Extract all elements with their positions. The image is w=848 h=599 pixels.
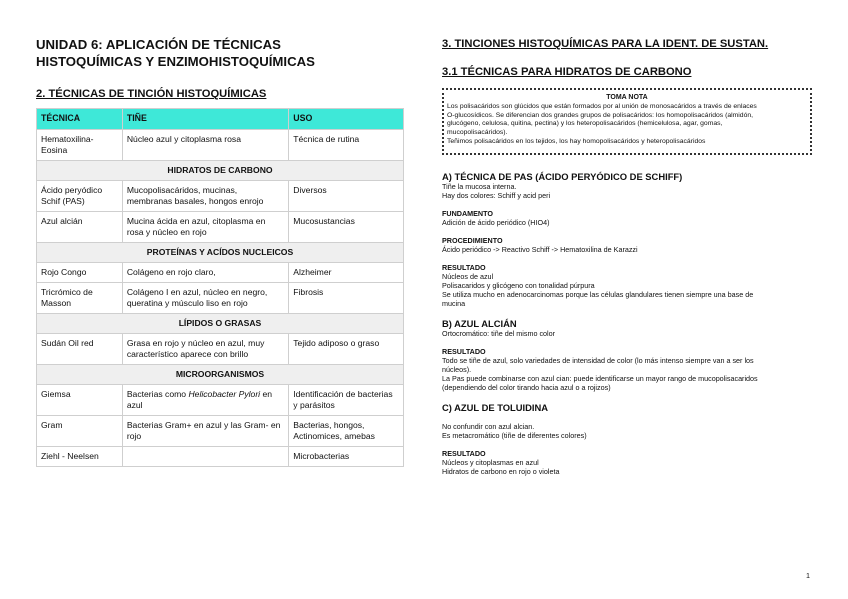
text-line: Núcleos y citoplasmas en azul (442, 457, 539, 467)
unit-title (36, 36, 404, 70)
text-line: Se utiliza mucho en adenocarcinomas porque las células glandulares tienen siempre una base de (442, 289, 754, 299)
unit-title-line1: UNIDAD 6: APLICACIÓN DE TÉCNICAS (36, 37, 281, 52)
category-row-lipidos (37, 314, 404, 334)
note-line: Los polisacáridos son glúcidos que están formados por al unión de monosacáridos a través de enlaces (447, 102, 757, 110)
pas-fundamento-label: FUNDAMENTO (442, 208, 493, 218)
text-line: Tiñe la mucosa interna. (442, 181, 517, 191)
table-row (37, 263, 404, 283)
table-row (37, 283, 404, 314)
pas-intro (442, 182, 812, 200)
cell-tine: Colágeno en rojo claro, (122, 263, 288, 283)
text-line: Todo se tiñe de azul, solo variedades de intensidad de color (lo más intenso siempre van a ser los (442, 355, 754, 365)
text-line: Es metacromático (tiñe de diferentes colores) (442, 430, 587, 440)
text-line: Hidratos de carbono en rojo o violeta (442, 466, 560, 476)
cell-tine: Colágeno I en azul, núcleo en negro, queratina y músculo liso en rojo (122, 283, 288, 314)
cell-tine: Bacterias Gram+ en azul y las Gram- en rojo (122, 416, 288, 447)
cell-tecnica: Giemsa (37, 385, 123, 416)
cell-uso: Mucosustancias (289, 212, 404, 243)
cell-tecnica: Hematoxilina-Eosina (37, 130, 123, 161)
header-tecnica: TÉCNICA (37, 109, 123, 130)
cell-tecnica: Ácido peryódico Schif (PAS) (37, 181, 123, 212)
alcian-resultado (442, 356, 812, 392)
text-line: No confundir con azul alcian. (442, 421, 535, 431)
text-line: (dependiendo del color tirando hacia azul o a rojizos) (442, 382, 611, 392)
text-line: La Pas puede combinarse con azul cian: puede identificarse un mayor rango de mucopolisacaridos (442, 373, 758, 383)
table-header-row (37, 109, 404, 130)
toluidina-resultado (442, 458, 812, 476)
cell-uso: Técnica de rutina (289, 130, 404, 161)
pas-procedimiento-text: Ácido periódico -> Reactivo Schiff -> Hematoxilina de Karazzi (442, 244, 638, 254)
category-label: MICROORGANISMOS (37, 365, 404, 385)
cell-tine: Mucina ácida en azul, citoplasma en rosa y núcleo en rojo (122, 212, 288, 243)
table-row (37, 130, 404, 161)
text-line: Polisacaridos y glicógeno con tonalidad púrpura (442, 280, 595, 290)
note-line: Teñimos polisacáridos en los tejidos, los hay homopolisacáridos y heteropolisacáridos (447, 137, 706, 145)
note-title: TOMA NOTA (606, 94, 648, 101)
unit-title-line2: HISTOQUÍMICAS Y ENZIMOHISTOQUÍMICAS (36, 54, 315, 69)
heading-hidratos: 3.1 TÉCNICAS PARA HIDRATOS DE CARBONO (442, 66, 692, 78)
note-box (442, 88, 812, 155)
staining-table (36, 108, 404, 467)
cell-uso: Tejido adiposo o graso (289, 334, 404, 365)
text-line: núcleos). (442, 364, 472, 374)
table-row (37, 416, 404, 447)
cell-uso: Diversos (289, 181, 404, 212)
cell-uso: Identificación de bacterias y parásitos (289, 385, 404, 416)
cell-tine (122, 385, 288, 416)
cell-tine-italic: Helicobacter Pylori (188, 389, 261, 399)
page-number: 1 (806, 571, 810, 580)
category-label: LÍPIDOS O GRASAS (37, 314, 404, 334)
table-row (37, 334, 404, 365)
cell-tecnica: Sudán Oil red (37, 334, 123, 365)
toluidina-resultado-label: RESULTADO (442, 448, 486, 458)
cell-uso: Fibrosis (289, 283, 404, 314)
category-row-micro (37, 365, 404, 385)
toluidina-intro (442, 422, 812, 440)
cell-tecnica: Tricrómico de Masson (37, 283, 123, 314)
right-column (442, 36, 812, 476)
cell-tine-pre: Bacterias como (126, 389, 189, 399)
table-row (37, 447, 404, 467)
header-uso: USO (289, 109, 404, 130)
table-row (37, 385, 404, 416)
cell-uso: Microbacterias (289, 447, 404, 467)
pas-resultado (442, 272, 812, 308)
note-line: mucopolisacáridos). (447, 129, 508, 137)
note-line: glucógeno, celulosa, quitina, pectina) y los heteropolisacáridos (hemicelulosa, agar, gomas, (447, 120, 723, 128)
cell-uso: Alzheimer (289, 263, 404, 283)
alcian-resultado-label: RESULTADO (442, 346, 486, 356)
category-row-proteinas (37, 243, 404, 263)
pas-procedimiento-label: PROCEDIMIENTO (442, 235, 503, 245)
category-label: PROTEÍNAS Y ACÍDOS NUCLEICOS (37, 243, 404, 263)
cell-tecnica: Ziehl - Neelsen (37, 447, 123, 467)
cell-tine: Mucopolisacáridos, mucinas, membranas basales, hongos enrojo (122, 181, 288, 212)
note-line: O-glucosídicos. Se diferencian dos grandes grupos de polisacáridos: los homopolisacáridos (almidón, (447, 111, 754, 119)
cell-tecnica: Rojo Congo (37, 263, 123, 283)
cell-tecnica: Gram (37, 416, 123, 447)
category-label: HIDRATOS DE CARBONO (37, 161, 404, 181)
pas-fundamento-text: Adición de ácido periódico (HIO4) (442, 217, 550, 227)
pas-resultado-label: RESULTADO (442, 262, 486, 272)
text-line: mucina (442, 298, 466, 308)
heading-alcian: B) AZUL ALCIÁN (442, 317, 517, 329)
text-line: Hay dos colores: Schiff y acid peri (442, 190, 551, 200)
cell-tecnica: Azul alcián (37, 212, 123, 243)
category-row-hidratos (37, 161, 404, 181)
cell-tine (122, 447, 288, 467)
left-column (36, 36, 404, 467)
heading-tinciones: 3. TINCIONES HISTOQUÍMICAS PARA LA IDENT. DE SUSTAN. (442, 38, 769, 50)
header-tine: TIÑE (122, 109, 288, 130)
section-heading-tecnicas: 2. TÉCNICAS DE TINCIÓN HISTOQUÍMICAS (36, 88, 267, 100)
cell-tine: Grasa en rojo y núcleo en azul, muy característico aparece con brillo (122, 334, 288, 365)
text-line: Núcleos de azul (442, 271, 494, 281)
table-row (37, 181, 404, 212)
cell-tine: Núcleo azul y citoplasma rosa (122, 130, 288, 161)
cell-uso: Bacterias, hongos, Actinomices, amebas (289, 416, 404, 447)
heading-pas: A) TÉCNICA DE PAS (ÁCIDO PERYÓDICO DE SCHIFF) (442, 170, 683, 182)
cell-tine-post: en azul (126, 389, 273, 410)
heading-toluidina: C) AZUL DE TOLUIDINA (442, 401, 549, 413)
alcian-intro: Ortocromático: tiñe del mismo color (442, 328, 556, 338)
table-row (37, 212, 404, 243)
